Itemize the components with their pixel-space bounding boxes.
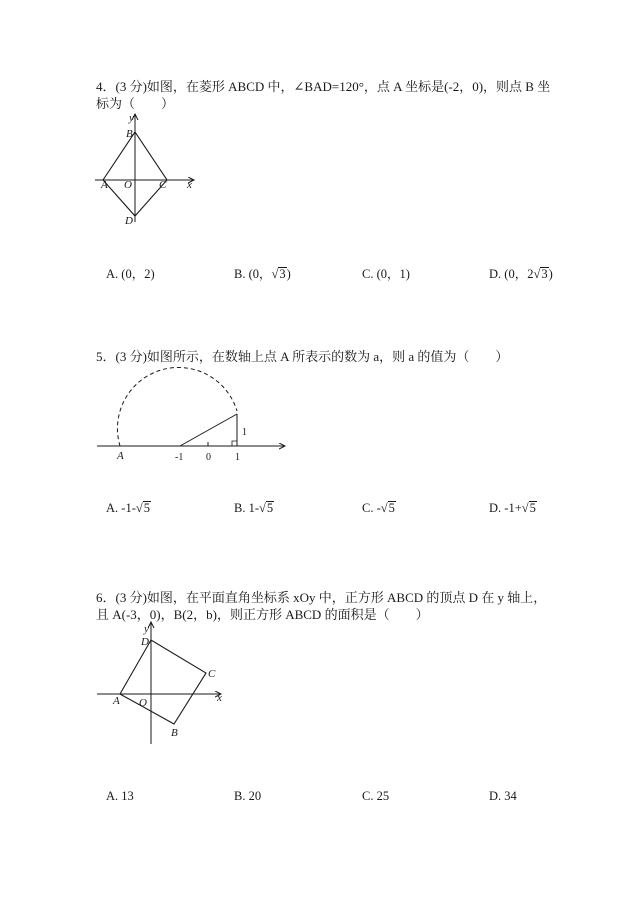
square-abcd — [120, 640, 206, 724]
label-minus-one: -1 — [175, 452, 184, 463]
q4-option-c[interactable]: C. (0，1) — [362, 267, 410, 281]
q6-option-d[interactable]: D. 34 — [489, 789, 517, 803]
dashed-arc — [117, 367, 237, 446]
hypotenuse — [180, 414, 237, 446]
q5-option-d[interactable]: D. -1+√5 — [489, 501, 536, 515]
label-a: A — [117, 450, 124, 462]
question-6-figure — [95, 618, 235, 748]
q5-option-a[interactable]: A. -1-√5 — [106, 501, 150, 515]
right-angle-mark — [232, 441, 237, 446]
label-y: y — [129, 112, 134, 124]
label-zero: 0 — [206, 452, 211, 463]
label-o: O — [124, 179, 132, 191]
label-a: A — [101, 179, 108, 191]
label-x: x — [217, 692, 222, 704]
label-o: O — [139, 697, 147, 709]
q5-option-b[interactable]: B. 1-√5 — [234, 501, 274, 515]
label-height: 1 — [242, 427, 247, 438]
label-a: A — [113, 695, 120, 707]
q4-option-d[interactable]: D. (0，2√3) — [489, 267, 553, 281]
question-4-line-2: 标为（ ） — [96, 96, 175, 111]
label-b: B — [126, 128, 133, 140]
q4-option-b[interactable]: B. (0，√3) — [234, 267, 291, 281]
label-d: D — [125, 215, 133, 227]
label-c: C — [208, 668, 216, 680]
question-5-figure — [95, 365, 295, 465]
question-6-line-1: 6．(3 分)如图，在平面直角坐标系 xOy 中，正方形 ABCD 的顶点 D 在 y 轴上， — [96, 590, 547, 605]
q6-option-a[interactable]: A. 13 — [106, 789, 134, 803]
label-one: 1 — [235, 452, 240, 463]
label-y: y — [144, 623, 149, 635]
q4-option-a[interactable]: A. (0，2) — [106, 267, 155, 281]
label-d: D — [141, 636, 149, 648]
question-4-figure — [90, 110, 210, 235]
label-x: x — [187, 179, 192, 191]
question-4-line-1: 4．(3 分)如图，在菱形 ABCD 中，∠BAD=120°，点 A 坐标是(-2，0)，则点 B 坐 — [96, 79, 551, 94]
q6-option-b[interactable]: B. 20 — [234, 789, 262, 803]
q6-option-c[interactable]: C. 25 — [362, 789, 390, 803]
question-6-line-2: 且 A(-3，0)，B(2，b)，则正方形 ABCD 的面积是（ ） — [96, 607, 429, 622]
question-5-line-1: 5．(3 分)如图所示，在数轴上点 A 所表示的数为 a，则 a 的值为（ ） — [96, 349, 509, 364]
q5-option-c[interactable]: C. -√5 — [362, 501, 395, 515]
label-c: C — [159, 179, 167, 191]
question-4-stem — [96, 78, 550, 112]
label-b: B — [171, 727, 178, 739]
question-5-stem — [96, 348, 508, 365]
